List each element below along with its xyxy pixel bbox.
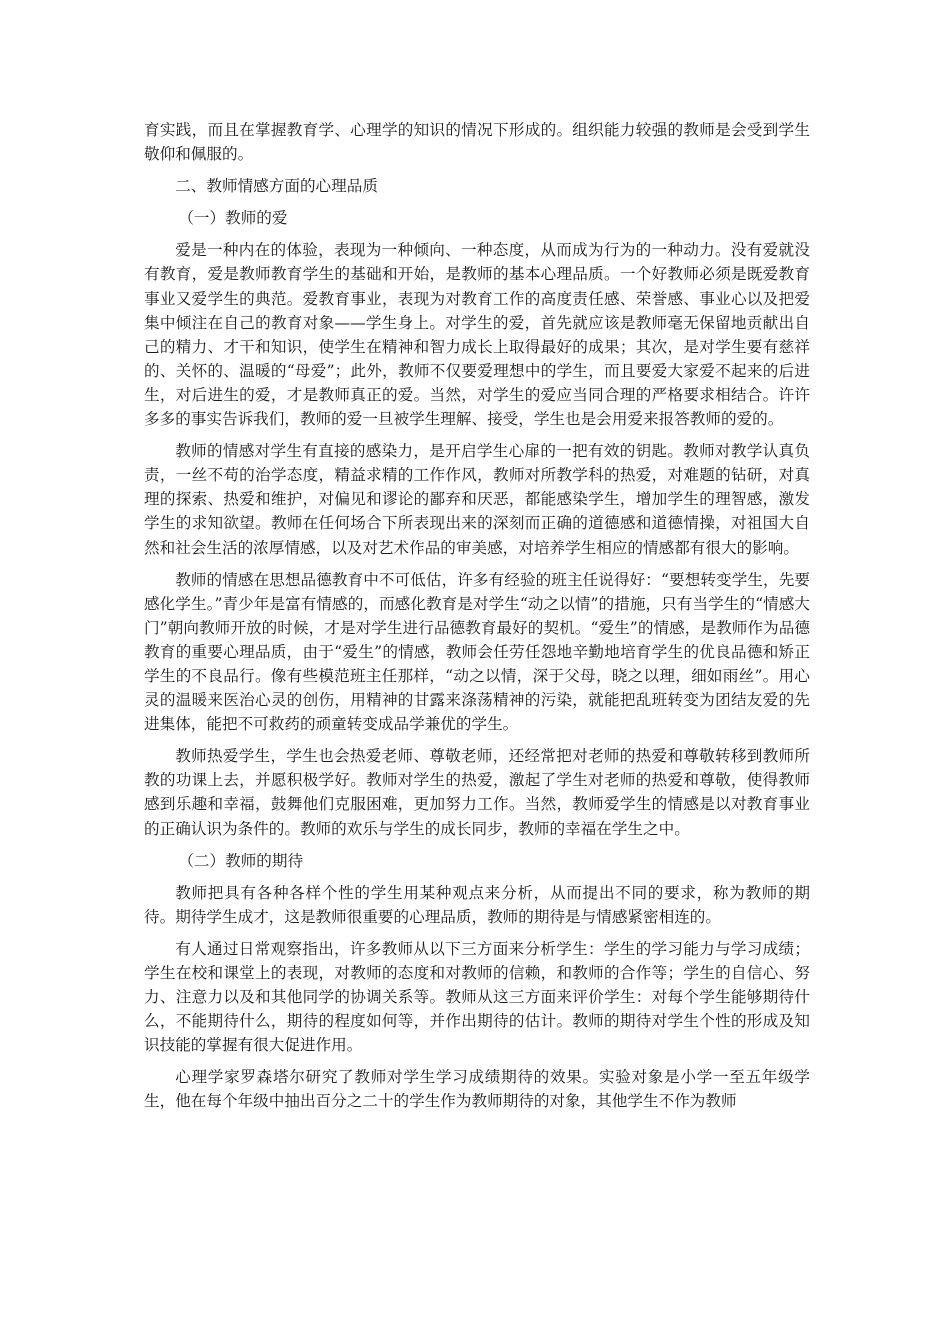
paragraph-love-definition: 爱是一种内在的体验，表现为一种倾向、一种态度，从而成为行为的一种动力。没有爱就没有教育，爱是教师教育学生的基础和开始，是教师的基本心理品质。一个好教师必须是既爱教育事业又爱学生的典范。爱教育事业，表现为对教育工作的高度责任感、荣誉感、事业心以及把爱集中倾注在自己的教育对象——学生身上。对学生的爱，首先就应该是教师毫无保留地贡献出自己的精力、才干和知识，使学生在精神和智力成长上取得最好的成果；其次，是对学生要有慈祥的、关怀的、温暖的“母爱”；此外，教师不仅要爱理想中的学生，而且要爱大家爱不起来的后进生，对后进生的爱，才是教师真正的爱。当然，对学生的爱应当同合理的严格要求相结合。许许多多的事实告诉我们，教师的爱一旦被学生理解、接受，学生也是会用爱来报答教师的爱的。	[144, 241, 810, 429]
paragraph-emotional-influence: 教师的情感对学生有直接的感染力，是开启学生心扉的一把有效的钥匙。教师对教学认真负责，一丝不苟的治学态度，精益求精的工作作风，教师对所教学科的热爱，对难题的钻研，对真理的探索、热爱和维护，对偏见和谬论的鄙弃和厌恶，都能感染学生，增加学生的理智感，激发学生的求知欲望。教师在任何场合下所表现出来的深刻而正确的道德感和道德情操，对祖国大自然和社会生活的浓厚情感，以及对艺术作品的审美感，对培养学生相应的情感都有很大的影响。	[144, 442, 810, 557]
subheading-teacher-love: （一）教师的爱	[178, 209, 288, 228]
paragraph-rosenthal-study: 心理学家罗森塔尔研究了教师对学生学习成绩期待的效果。实验对象是小学一至五年级学生，他在每个年级中抽出百分之二十的学生作为教师期待的对象，其他学生不作为教师	[144, 1068, 810, 1111]
section-heading-emotional-qualities: 二、教师情感方面的心理品质	[175, 177, 378, 196]
document-page	[144, 118, 810, 1122]
paragraph-continuation: 育实践，而且在掌握教育学、心理学的知识的情况下形成的。组织能力较强的教师是会受到学生敬仰和佩服的。	[144, 121, 810, 164]
paragraph-student-analysis: 有人通过日常观察指出，许多教师从以下三方面来分析学生：学生的学习能力与学习成绩；学生在校和课堂上的表现，对教师的态度和对教师的信赖，和教师的合作等；学生的自信心、努力、注意力以及和其他同学的协调关系等。教师从这三方面来评价学生：对每个学生能够期待什么，不能期待什么，期待的程度如何等，并作出期待的估计。教师的期待对学生个性的形成及知识技能的掌握有很大促进作用。	[144, 939, 810, 1055]
paragraph-expectation-definition: 教师把具有各种各样个性的学生用某种观点来分析，从而提出不同的要求，称为教师的期待。期待学生成才，这是教师很重要的心理品质，教师的期待是与情感紧密相连的。	[144, 883, 810, 926]
paragraph-moral-education: 教师的情感在思想品德教育中不可低估，许多有经验的班主任说得好：“要想转变学生，先要感化学生。”青少年是富有情感的，而感化教育是对学生“动之以情”的措施，只有当学生的“情感大门”朝向教师开放的时候，才是对学生进行品德教育最好的契机。“爱生”的情感，是教师作为品德教育的重要心理品质，由于“爱生”的情感，教师会任劳任怨地辛勤地培育学生的优良品德和矫正学生的不良品行。像有些模范班主任那样，“动之以情，深于父母，晓之以理，细如雨丝”。用心灵的温暖来医治心灵的创伤，用精神的甘露来涤荡精神的污染，就能把乱班转变为团结友爱的先进集体，能把不可救药的顽童转变成品学兼优的学生。	[144, 570, 810, 734]
subheading-teacher-expectation: （二）教师的期待	[178, 851, 304, 870]
paragraph-mutual-love: 教师热爱学生，学生也会热爱老师、尊敬老师，还经常把对老师的热爱和尊敬转移到教师所教的功课上去，并愿积极学好。教师对学生的热爱，激起了学生对老师的热爱和尊敬，使得教师感到乐趣和幸福，鼓舞他们克服困难，更加努力工作。当然，教师爱学生的情感是以对教育事业的正确认识为条件的。教师的欢乐与学生的成长同步，教师的幸福在学生之中。	[144, 747, 810, 838]
